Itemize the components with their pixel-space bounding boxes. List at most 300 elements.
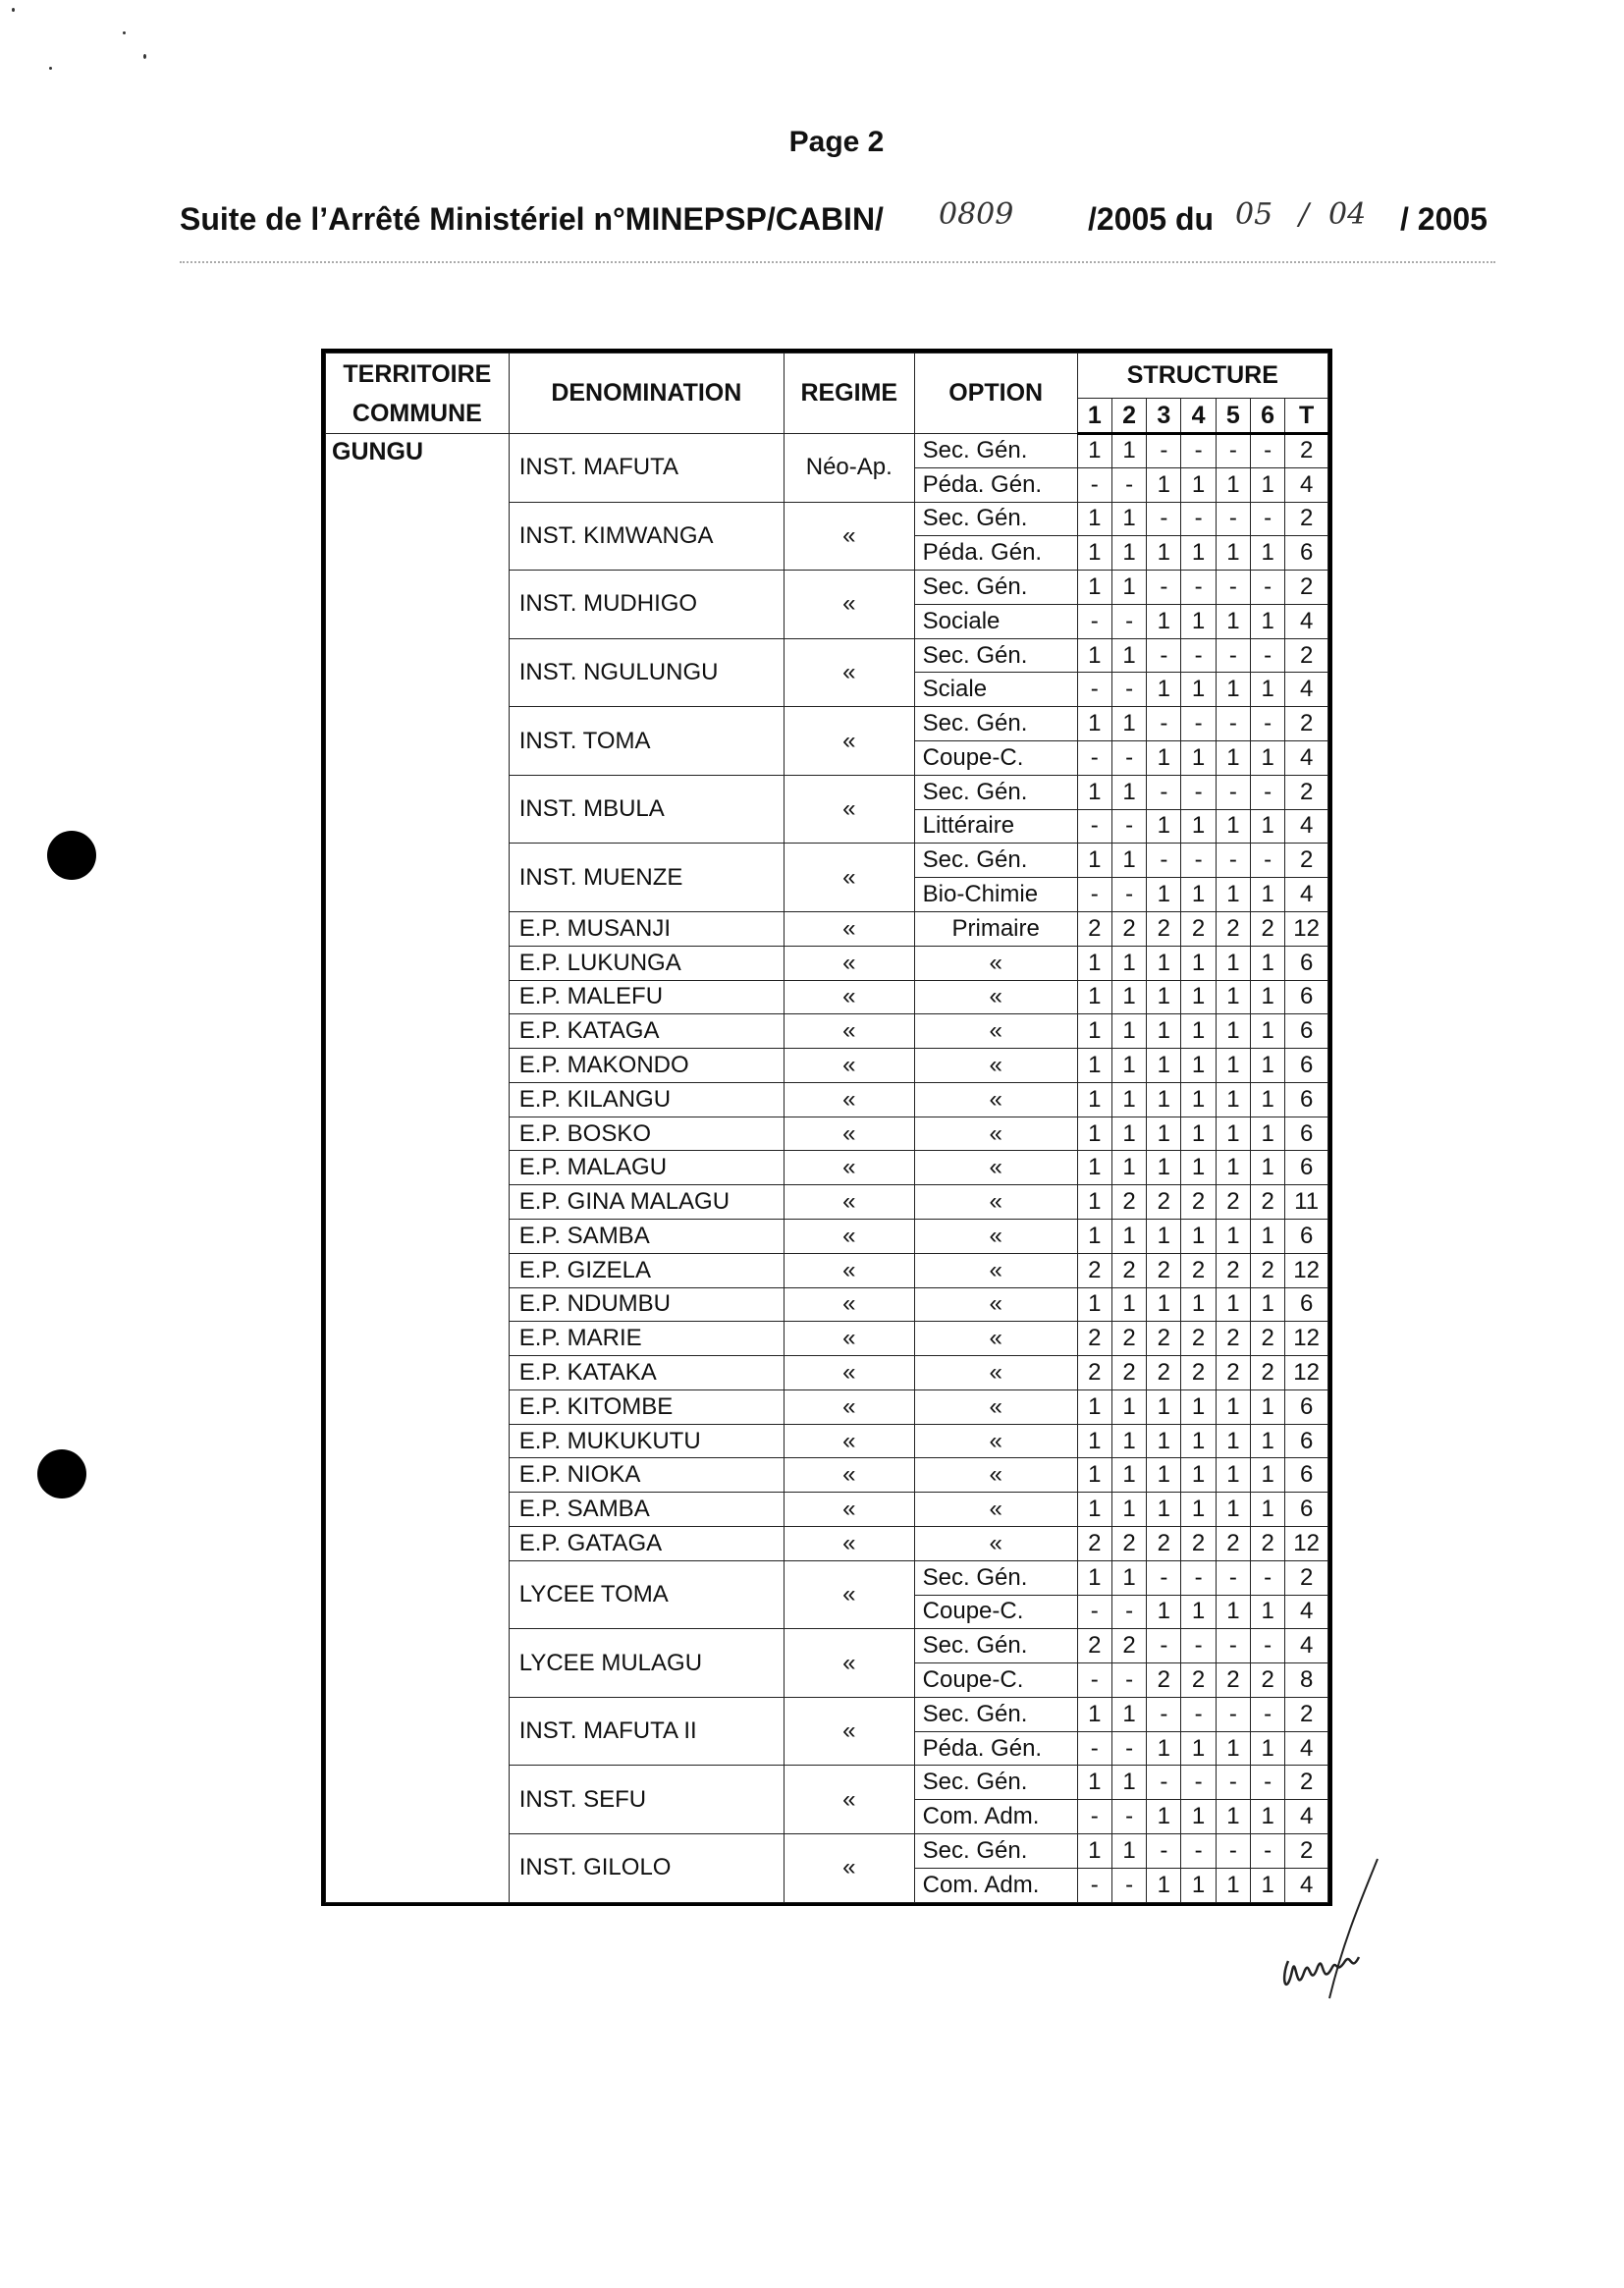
structure-cell: 2 (1111, 911, 1146, 946)
structure-cell: 1 (1077, 1766, 1111, 1800)
structure-cell: 1 (1111, 536, 1146, 571)
structure-cell: 1 (1111, 638, 1146, 673)
schools-table (325, 353, 1328, 1903)
structure-cell: 1 (1111, 1082, 1146, 1117)
structure-cell: 1 (1111, 1117, 1146, 1151)
structure-cell: 1 (1111, 1834, 1146, 1869)
structure-cell: 1 (1181, 980, 1216, 1014)
header-structure-col: 4 (1181, 399, 1216, 434)
total-cell: 2 (1285, 1834, 1328, 1869)
structure-cell: 1 (1251, 809, 1285, 844)
total-cell: 2 (1285, 1560, 1328, 1595)
structure-cell: - (1111, 1731, 1146, 1766)
ref-prefix: Suite de l’Arrêté Ministériel n°MINEPSP/CABIN/ (180, 201, 884, 237)
date-month-handwritten: 04 (1328, 197, 1367, 232)
regime-cell: « (784, 1527, 914, 1561)
option-cell: « (914, 946, 1077, 980)
reference-line (180, 197, 1495, 250)
regime-cell: « (784, 1082, 914, 1117)
regime-cell: « (784, 571, 914, 639)
structure-cell: 1 (1181, 673, 1216, 707)
structure-cell: 1 (1111, 980, 1146, 1014)
regime-cell: « (784, 946, 914, 980)
structure-cell: - (1111, 673, 1146, 707)
option-cell: Primaire (914, 911, 1077, 946)
regime-cell: « (784, 1834, 914, 1903)
structure-cell: 1 (1216, 1219, 1250, 1253)
structure-cell: - (1077, 1868, 1111, 1902)
structure-cell: - (1251, 1560, 1285, 1595)
structure-cell: 1 (1181, 741, 1216, 776)
total-cell: 4 (1285, 1731, 1328, 1766)
structure-cell: 1 (1077, 707, 1111, 741)
regime-cell: « (784, 1219, 914, 1253)
structure-cell: 1 (1147, 1219, 1181, 1253)
structure-cell: 1 (1216, 467, 1250, 502)
structure-cell: 2 (1216, 1356, 1250, 1390)
regime-cell: « (784, 1117, 914, 1151)
option-cell: Sec. Gén. (914, 707, 1077, 741)
structure-cell: 2 (1181, 1322, 1216, 1356)
school-name: INST. MUENZE (509, 844, 784, 912)
structure-cell: - (1181, 638, 1216, 673)
option-cell: Sec. Gén. (914, 571, 1077, 605)
ref-year: /2005 du (1088, 201, 1215, 237)
header-regime: REGIME (784, 354, 914, 434)
structure-cell: - (1181, 1629, 1216, 1663)
total-cell: 6 (1285, 946, 1328, 980)
option-cell: Sec. Gén. (914, 502, 1077, 536)
structure-cell: - (1251, 1629, 1285, 1663)
structure-cell: 1 (1111, 1424, 1146, 1458)
structure-cell: 1 (1251, 1458, 1285, 1493)
total-cell: 4 (1285, 1800, 1328, 1834)
regime-cell: « (784, 775, 914, 844)
structure-cell: 1 (1147, 946, 1181, 980)
option-cell: « (914, 1493, 1077, 1527)
structure-cell: - (1216, 1697, 1250, 1731)
structure-cell: 1 (1216, 604, 1250, 638)
structure-cell: 2 (1216, 1185, 1250, 1220)
structure-cell: 1 (1147, 536, 1181, 571)
structure-cell: 1 (1111, 1697, 1146, 1731)
structure-cell: 1 (1181, 1082, 1216, 1117)
school-name: INST. SEFU (509, 1766, 784, 1834)
structure-cell: 2 (1111, 1629, 1146, 1663)
structure-cell: 1 (1077, 1458, 1111, 1493)
structure-cell: 1 (1181, 946, 1216, 980)
structure-cell: 1 (1181, 1117, 1216, 1151)
structure-cell: 1 (1181, 1595, 1216, 1629)
structure-cell: 1 (1077, 1049, 1111, 1083)
school-name: E.P. SAMBA (509, 1493, 784, 1527)
structure-cell: 1 (1077, 775, 1111, 809)
total-cell: 6 (1285, 1049, 1328, 1083)
total-cell: 2 (1285, 571, 1328, 605)
structure-cell: 1 (1251, 980, 1285, 1014)
structure-cell: 1 (1251, 1595, 1285, 1629)
structure-cell: 1 (1181, 604, 1216, 638)
option-cell: Sec. Gén. (914, 775, 1077, 809)
structure-cell: 1 (1181, 1731, 1216, 1766)
structure-cell: - (1251, 707, 1285, 741)
regime-cell: « (784, 1458, 914, 1493)
scan-speck (123, 31, 126, 34)
schools-table-frame (321, 349, 1332, 1906)
structure-cell: 1 (1181, 878, 1216, 912)
structure-cell: 1 (1147, 1800, 1181, 1834)
structure-cell: 1 (1181, 809, 1216, 844)
option-cell: Sec. Gén. (914, 1766, 1077, 1800)
structure-cell: 2 (1216, 1322, 1250, 1356)
total-cell: 6 (1285, 1219, 1328, 1253)
structure-cell: - (1111, 467, 1146, 502)
header-structure-col: T (1285, 399, 1328, 434)
school-name: E.P. KITOMBE (509, 1389, 784, 1424)
structure-cell: - (1216, 775, 1250, 809)
regime-cell: « (784, 911, 914, 946)
structure-cell: - (1251, 1697, 1285, 1731)
structure-cell: 1 (1181, 467, 1216, 502)
structure-cell: 1 (1251, 1731, 1285, 1766)
structure-cell: 1 (1111, 946, 1146, 980)
structure-cell: 1 (1216, 741, 1250, 776)
structure-cell: 1 (1216, 673, 1250, 707)
structure-cell: 1 (1181, 1424, 1216, 1458)
structure-cell: 1 (1077, 1389, 1111, 1424)
structure-cell: - (1216, 1629, 1250, 1663)
option-cell: « (914, 1219, 1077, 1253)
school-name: INST. GILOLO (509, 1834, 784, 1903)
structure-cell: - (1077, 809, 1111, 844)
total-cell: 12 (1285, 1322, 1328, 1356)
total-cell: 4 (1285, 1629, 1328, 1663)
structure-cell: 1 (1147, 1287, 1181, 1322)
structure-cell: 1 (1147, 1014, 1181, 1049)
option-cell: Com. Adm. (914, 1800, 1077, 1834)
structure-cell: 1 (1181, 1868, 1216, 1902)
option-cell: Sec. Gén. (914, 1560, 1077, 1595)
structure-cell: 1 (1216, 1731, 1250, 1766)
structure-cell: - (1181, 844, 1216, 878)
structure-cell: 1 (1147, 1151, 1181, 1185)
header-rule (180, 261, 1495, 263)
structure-cell: 1 (1216, 1389, 1250, 1424)
structure-cell: - (1111, 878, 1146, 912)
school-name: INST. MAFUTA (509, 434, 784, 503)
structure-cell: 2 (1181, 1663, 1216, 1698)
regime-cell: « (784, 1493, 914, 1527)
option-cell: « (914, 980, 1077, 1014)
structure-cell: - (1077, 467, 1111, 502)
structure-cell: 1 (1251, 536, 1285, 571)
option-cell: Sociale (914, 604, 1077, 638)
structure-cell: 1 (1111, 1014, 1146, 1049)
total-cell: 4 (1285, 604, 1328, 638)
structure-cell: - (1216, 844, 1250, 878)
option-cell: « (914, 1389, 1077, 1424)
structure-cell: 2 (1147, 1253, 1181, 1287)
structure-cell: 2 (1111, 1356, 1146, 1390)
total-cell: 6 (1285, 1151, 1328, 1185)
structure-cell: 1 (1251, 1424, 1285, 1458)
structure-cell: - (1111, 1800, 1146, 1834)
structure-cell: 1 (1077, 536, 1111, 571)
structure-cell: 1 (1216, 536, 1250, 571)
date-day-handwritten: 05 (1235, 197, 1273, 232)
structure-cell: 1 (1077, 1560, 1111, 1595)
option-cell: Péda. Gén. (914, 467, 1077, 502)
total-cell: 12 (1285, 1527, 1328, 1561)
structure-cell: 2 (1251, 1185, 1285, 1220)
structure-cell: 1 (1077, 1834, 1111, 1869)
regime-cell: « (784, 1697, 914, 1766)
structure-cell: 1 (1251, 1117, 1285, 1151)
total-cell: 4 (1285, 741, 1328, 776)
structure-cell: - (1251, 775, 1285, 809)
school-name: E.P. GIZELA (509, 1253, 784, 1287)
structure-cell: 1 (1111, 1560, 1146, 1595)
total-cell: 2 (1285, 1697, 1328, 1731)
option-cell: Littéraire (914, 809, 1077, 844)
structure-cell: 1 (1077, 571, 1111, 605)
option-cell: Coupe-C. (914, 741, 1077, 776)
structure-cell: 1 (1111, 1458, 1146, 1493)
structure-cell: 2 (1077, 1527, 1111, 1561)
option-cell: Sec. Gén. (914, 434, 1077, 468)
structure-cell: 1 (1111, 775, 1146, 809)
school-name: E.P. MALAGU (509, 1151, 784, 1185)
structure-cell: - (1147, 1834, 1181, 1869)
page-label: Page 2 (788, 126, 885, 158)
structure-cell: 1 (1216, 1117, 1250, 1151)
regime-cell: « (784, 1356, 914, 1390)
signature-scribble (1267, 1851, 1384, 2018)
structure-cell: 2 (1251, 1527, 1285, 1561)
total-cell: 12 (1285, 911, 1328, 946)
option-cell: Sec. Gén. (914, 844, 1077, 878)
structure-cell: - (1147, 502, 1181, 536)
school-name: LYCEE MULAGU (509, 1629, 784, 1698)
scan-speck (12, 8, 15, 12)
school-name: E.P. MALEFU (509, 980, 784, 1014)
regime-cell: « (784, 1151, 914, 1185)
total-cell: 6 (1285, 1014, 1328, 1049)
structure-cell: 1 (1181, 536, 1216, 571)
total-cell: 4 (1285, 1595, 1328, 1629)
structure-cell: 1 (1077, 1185, 1111, 1220)
structure-cell: 2 (1147, 1356, 1181, 1390)
structure-cell: 2 (1216, 1253, 1250, 1287)
structure-cell: - (1251, 1834, 1285, 1869)
structure-cell: 1 (1251, 1287, 1285, 1322)
regime-cell: « (784, 707, 914, 776)
total-cell: 6 (1285, 1458, 1328, 1493)
school-name: INST. MUDHIGO (509, 571, 784, 639)
option-cell: Sciale (914, 673, 1077, 707)
school-name: E.P. MUKUKUTU (509, 1424, 784, 1458)
school-name: E.P. MAKONDO (509, 1049, 784, 1083)
structure-cell: 1 (1251, 1014, 1285, 1049)
structure-cell: 2 (1216, 1663, 1250, 1698)
structure-cell: 1 (1216, 980, 1250, 1014)
structure-cell: 1 (1181, 1219, 1216, 1253)
option-cell: Péda. Gén. (914, 536, 1077, 571)
structure-cell: 2 (1077, 911, 1111, 946)
structure-cell: 2 (1111, 1253, 1146, 1287)
structure-cell: - (1077, 1800, 1111, 1834)
total-cell: 4 (1285, 467, 1328, 502)
table-row (326, 434, 1328, 468)
structure-cell: - (1181, 571, 1216, 605)
structure-cell: - (1147, 1560, 1181, 1595)
structure-cell: 1 (1216, 1493, 1250, 1527)
structure-cell: 1 (1181, 1287, 1216, 1322)
total-cell: 2 (1285, 434, 1328, 468)
structure-cell: 1 (1216, 1287, 1250, 1322)
option-cell: « (914, 1287, 1077, 1322)
structure-cell: 1 (1181, 1493, 1216, 1527)
structure-cell: - (1077, 604, 1111, 638)
structure-cell: - (1181, 1766, 1216, 1800)
structure-cell: - (1147, 1766, 1181, 1800)
structure-cell: - (1181, 775, 1216, 809)
structure-cell: 1 (1077, 980, 1111, 1014)
option-cell: « (914, 1082, 1077, 1117)
punch-hole-top (47, 831, 96, 880)
structure-cell: 1 (1111, 502, 1146, 536)
option-cell: Com. Adm. (914, 1868, 1077, 1902)
school-name: INST. NGULUNGU (509, 638, 784, 707)
option-cell: « (914, 1458, 1077, 1493)
structure-cell: 1 (1147, 673, 1181, 707)
structure-cell: - (1147, 434, 1181, 468)
structure-cell: 1 (1111, 707, 1146, 741)
structure-cell: - (1077, 741, 1111, 776)
total-cell: 6 (1285, 1389, 1328, 1424)
structure-cell: 1 (1111, 1287, 1146, 1322)
regime-cell: « (784, 980, 914, 1014)
structure-cell: 2 (1147, 1322, 1181, 1356)
structure-cell: 1 (1216, 1424, 1250, 1458)
option-cell: Bio-Chimie (914, 878, 1077, 912)
regime-cell: « (784, 1049, 914, 1083)
structure-cell: 1 (1251, 1219, 1285, 1253)
school-name: LYCEE TOMA (509, 1560, 784, 1629)
structure-cell: 1 (1147, 809, 1181, 844)
total-cell: 2 (1285, 844, 1328, 878)
total-cell: 6 (1285, 1424, 1328, 1458)
structure-cell: 1 (1077, 1493, 1111, 1527)
option-cell: « (914, 1527, 1077, 1561)
structure-cell: 1 (1216, 946, 1250, 980)
total-cell: 6 (1285, 1287, 1328, 1322)
structure-cell: 2 (1077, 1253, 1111, 1287)
structure-cell: - (1181, 502, 1216, 536)
structure-cell: 1 (1147, 1082, 1181, 1117)
structure-cell: - (1216, 502, 1250, 536)
option-cell: Sec. Gén. (914, 1629, 1077, 1663)
total-cell: 2 (1285, 638, 1328, 673)
header-structure-col: 2 (1111, 399, 1146, 434)
structure-cell: - (1251, 638, 1285, 673)
structure-cell: 1 (1147, 741, 1181, 776)
structure-cell: - (1111, 1595, 1146, 1629)
total-cell: 2 (1285, 775, 1328, 809)
structure-cell: 2 (1181, 1253, 1216, 1287)
option-cell: « (914, 1253, 1077, 1287)
total-cell: 11 (1285, 1185, 1328, 1220)
regime-cell: « (784, 1424, 914, 1458)
structure-cell: 1 (1147, 1424, 1181, 1458)
option-cell: « (914, 1049, 1077, 1083)
total-cell: 4 (1285, 673, 1328, 707)
structure-cell: 1 (1077, 1697, 1111, 1731)
regime-cell: « (784, 1287, 914, 1322)
school-name: E.P. GATAGA (509, 1527, 784, 1561)
structure-cell: 1 (1181, 1800, 1216, 1834)
option-cell: « (914, 1424, 1077, 1458)
structure-cell: - (1216, 571, 1250, 605)
date-year: / 2005 (1400, 201, 1488, 237)
structure-cell: 1 (1216, 1800, 1250, 1834)
structure-cell: 2 (1077, 1322, 1111, 1356)
total-cell: 12 (1285, 1253, 1328, 1287)
regime-cell: Néo-Ap. (784, 434, 914, 503)
structure-cell: - (1251, 571, 1285, 605)
structure-cell: 1 (1111, 434, 1146, 468)
school-name: E.P. KATAKA (509, 1356, 784, 1390)
school-name: E.P. MARIE (509, 1322, 784, 1356)
total-cell: 6 (1285, 1082, 1328, 1117)
structure-cell: 2 (1147, 1527, 1181, 1561)
structure-cell: 2 (1181, 911, 1216, 946)
structure-cell: 1 (1077, 434, 1111, 468)
total-cell: 12 (1285, 1356, 1328, 1390)
structure-cell: - (1111, 809, 1146, 844)
structure-cell: - (1077, 673, 1111, 707)
structure-cell: - (1111, 741, 1146, 776)
structure-cell: 1 (1147, 1493, 1181, 1527)
structure-cell: 1 (1111, 1766, 1146, 1800)
structure-cell: 1 (1147, 1731, 1181, 1766)
structure-cell: 1 (1147, 878, 1181, 912)
structure-cell: - (1147, 638, 1181, 673)
total-cell: 2 (1285, 502, 1328, 536)
structure-cell: 1 (1181, 1458, 1216, 1493)
structure-cell: 2 (1147, 1185, 1181, 1220)
structure-cell: - (1181, 1560, 1216, 1595)
structure-cell: - (1251, 1766, 1285, 1800)
structure-cell: - (1216, 1766, 1250, 1800)
school-name: INST. MBULA (509, 775, 784, 844)
total-cell: 6 (1285, 1493, 1328, 1527)
structure-cell: 1 (1181, 1049, 1216, 1083)
header-structure-col: 5 (1216, 399, 1250, 434)
total-cell: 8 (1285, 1663, 1328, 1698)
structure-cell: 2 (1181, 1185, 1216, 1220)
structure-cell: 1 (1147, 980, 1181, 1014)
structure-cell: - (1216, 1834, 1250, 1869)
structure-cell: 2 (1077, 1629, 1111, 1663)
ref-number-handwritten: 0809 (939, 197, 1014, 232)
regime-cell: « (784, 844, 914, 912)
school-name: E.P. SAMBA (509, 1219, 784, 1253)
structure-cell: 1 (1077, 1014, 1111, 1049)
structure-cell: 2 (1251, 911, 1285, 946)
structure-cell: 1 (1181, 1014, 1216, 1049)
structure-cell: 2 (1216, 911, 1250, 946)
